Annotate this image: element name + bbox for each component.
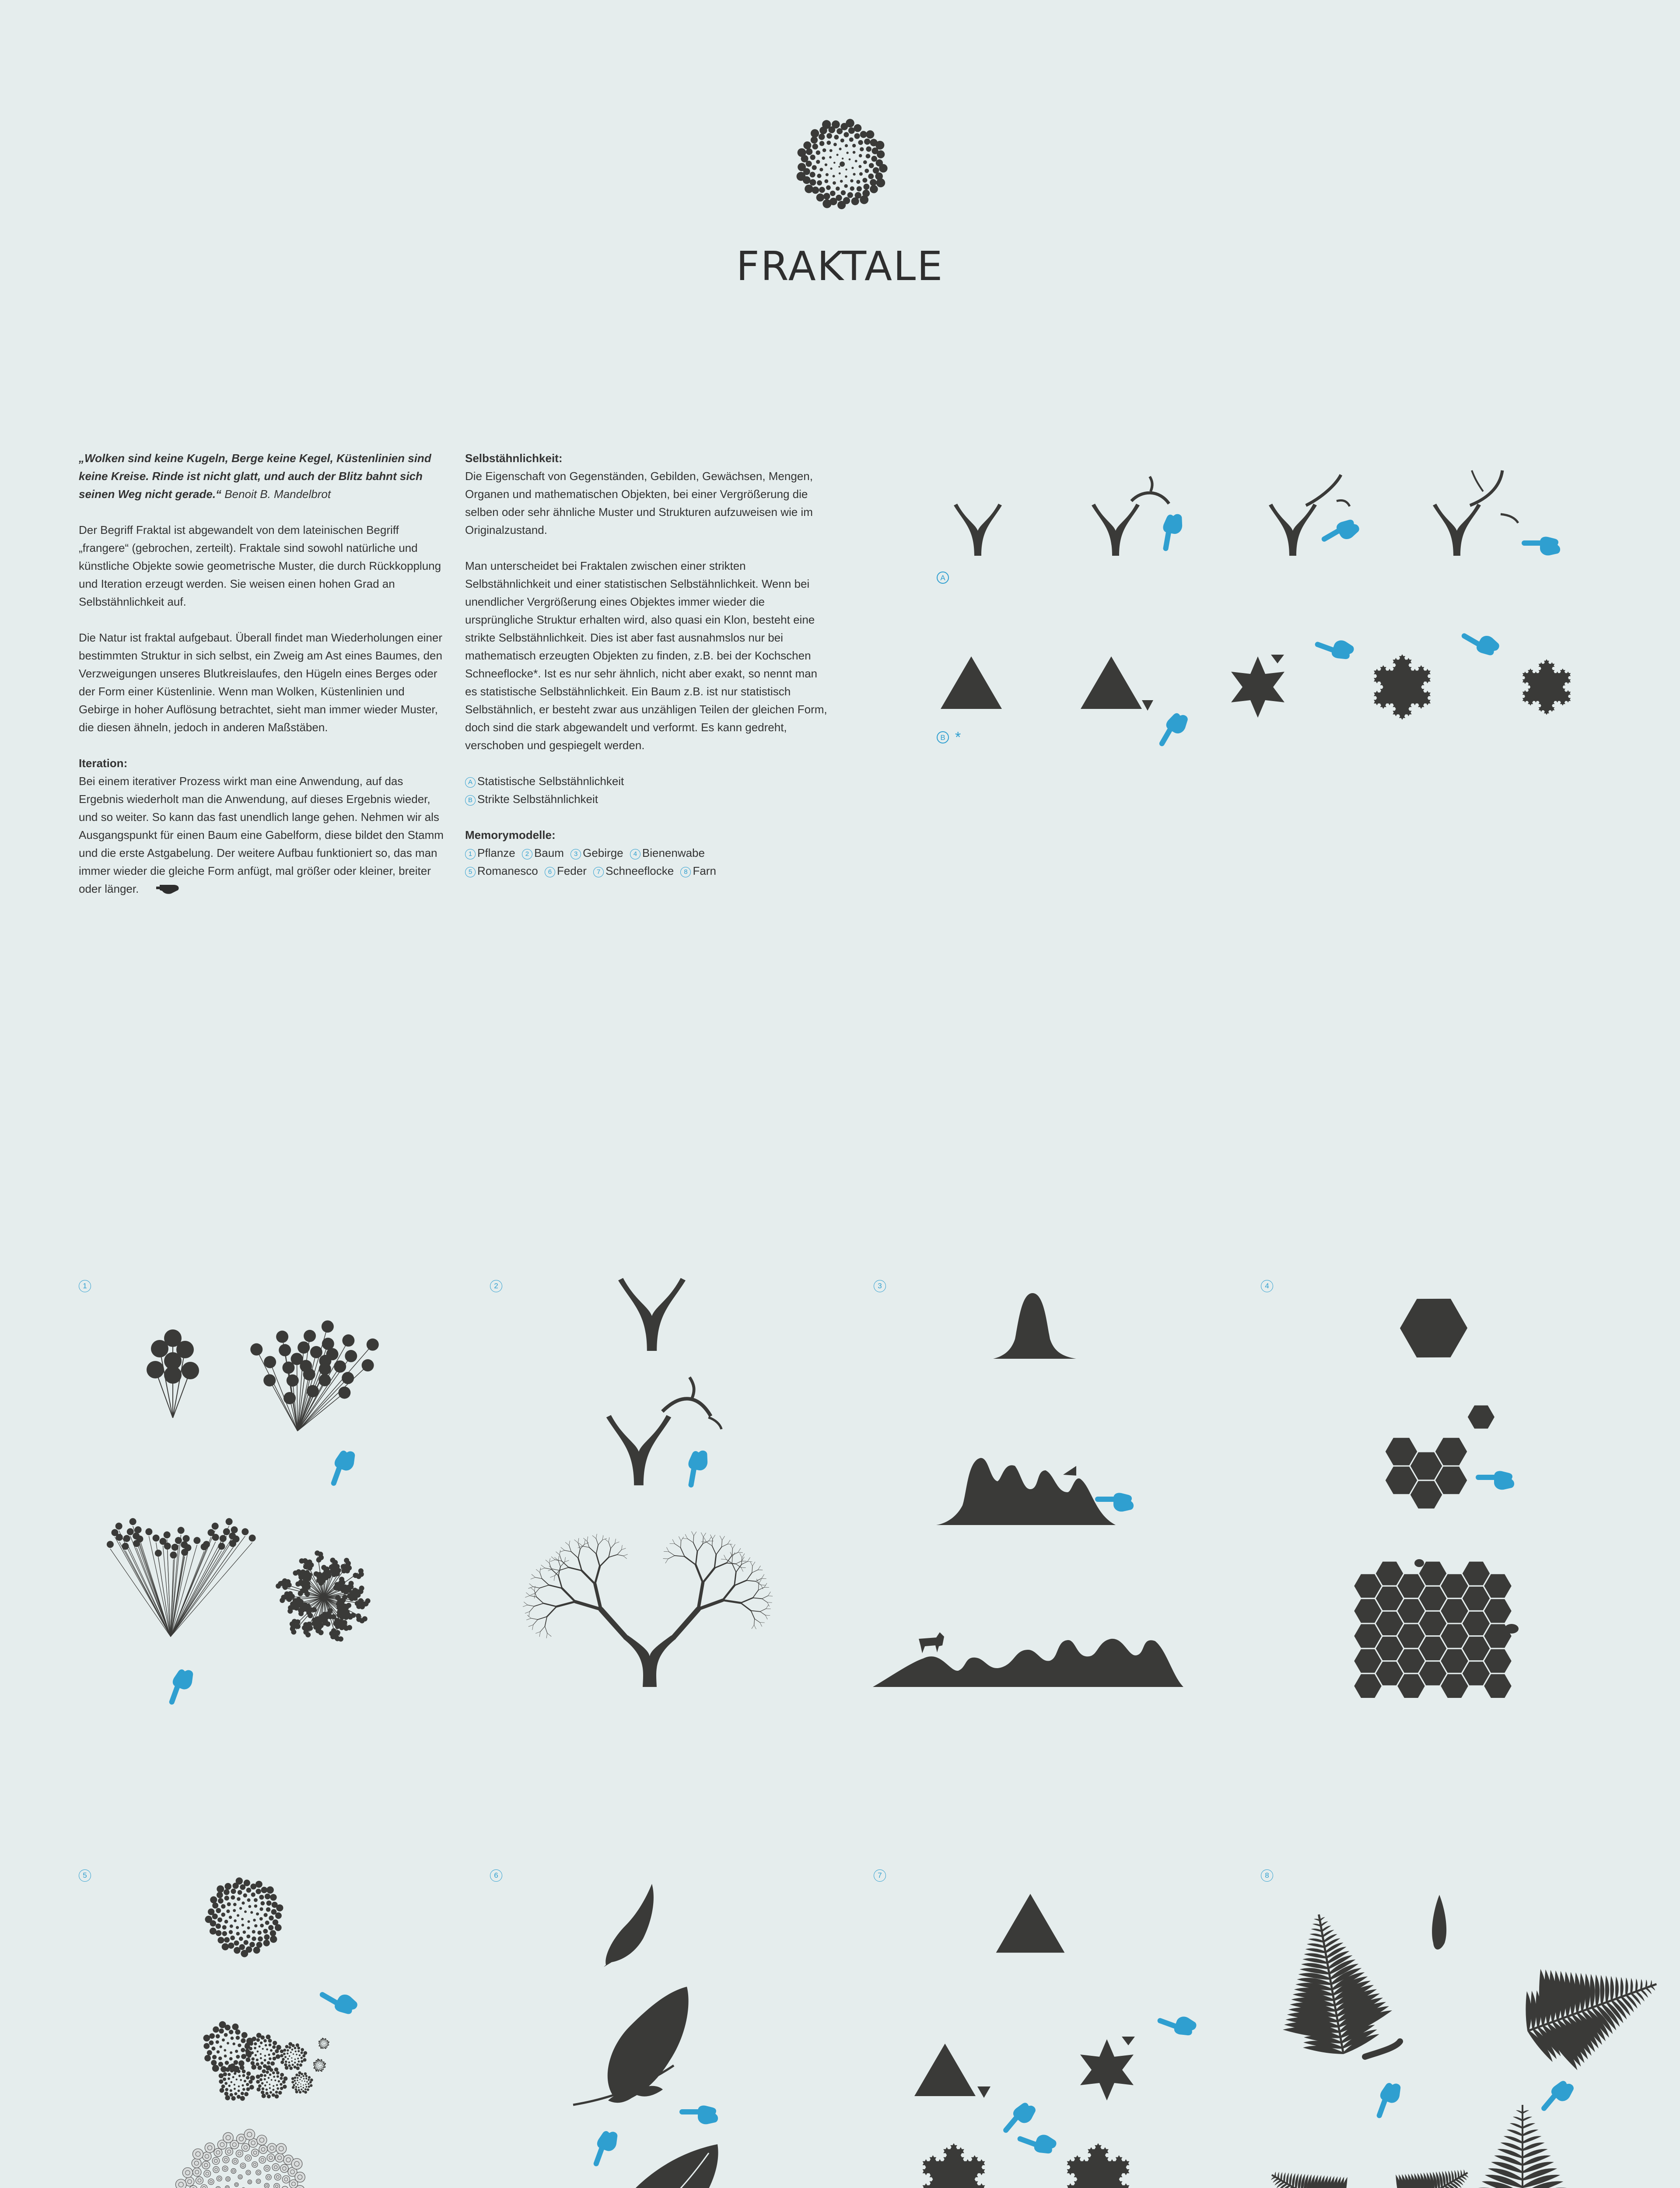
section-number-8: 8 <box>1261 1869 1273 1882</box>
hexagram-icon <box>1231 655 1284 718</box>
intro-paragraph-1: Der Begriff Fraktal ist abgewandelt von dem lateinischen Begriff „frangere“ (gebrochen, zerteilt). Fraktale sind sowohl natürliche und künstliche Objekte sowie geometrische Muster, die durch Rückkopplung und Iteration erzeugt werden. Sie weisen einen hohen Grad an Selbstähnlichkeit auf. <box>79 523 441 608</box>
pointing-hand-icon <box>1313 632 1355 663</box>
memory-model-schneeflocke <box>910 1882 1172 2188</box>
intro-paragraph-2: Die Natur ist fraktal aufgebaut. Überall findet man Wiederholungen einer bestimmten Struktur in sich selbst, ein Zweig am Ast eines Baumes, den Verzweigungen unseres Blutkreislaufes, den Hügeln eines Berges oder der Form einer Küstenlinie. Wenn man Wolken, Küstenlinien und Gebirge in hoher Auflösung betrachtet, sieht man immer wieder Muster, die diesen ähneln, jedoch in anderen Maßstäben. <box>79 631 443 734</box>
pointing-hand-icon <box>1476 1471 1514 1490</box>
koch-snowflake-icon <box>923 2143 985 2188</box>
self-similarity-paragraph-2: Man unterscheidet bei Fraktalen zwischen einer strikten Selbstähnlichkeit und einer statistischen Selbstähnlichkeit. Wenn bei unendlicher Vergrößerung eines Objektes immer wieder die ursprüngliche Struktur erhalten wird, also quasi ein Klon, besteht eine strikte Selbstähnlichkeit. Dies ist aber fast ausnahmslos nur bei mathematisch erzeugten Objekten zu finden, z.B. bei der Kochschen Schneeflocke*. Ist es nur sehr ähnlich, nicht aber exakt, so nennt man es statistische Selbstähnlichkeit. Ein Baum z.B. ist nur statistisch Selbstähnlich, er besteht zwar aus unzähligen Teilen der gleichen Form, doch sind die stark abgewandelt und verformt. Es kann gedreht, verschoben und gespiegelt werden. <box>465 559 827 752</box>
memory-model-bienenwabe <box>1348 1287 1592 1698</box>
koch-snowflake-icon <box>1067 2143 1130 2188</box>
memory-item: 5 Romanesco <box>465 864 538 877</box>
memory-model-pflanze <box>88 1308 429 1702</box>
pointing-hand-icon <box>1459 624 1502 659</box>
marker-b <box>937 732 948 743</box>
pointing-hand-icon <box>1095 1493 1134 1512</box>
pointing-hand-icon <box>1015 2126 1058 2157</box>
mountain-icon <box>936 1458 1116 1525</box>
quote-author: Benoit B. Mandelbrot <box>224 487 331 501</box>
memory-item: 8 Farn <box>680 864 716 877</box>
fork-branch-icon <box>618 1278 686 1351</box>
iteration-paragraph: Bei einem iterativer Prozess wirkt man eine Anwendung, auf das Ergebnis wiederholt man die Anwendung, auf dieses Ergebnis wieder, und so weiter. So kann das fast unendlich lange gehen. Nehmen wir als Ausgangspunkt für einen Baum eine Gabelform, diese bildet den Stamm und die erste Astgabelung. Der weitere Aufbau funktioniert so, das man immer wieder die gleiche Form anfügt, mal größer oder kleiner, breiter oder länger. <box>79 775 444 895</box>
section-number-2: 2 <box>490 1280 502 1292</box>
marker-a <box>937 572 948 583</box>
fork-branch-icon <box>1269 475 1350 556</box>
self-similarity-column <box>465 449 831 880</box>
memory-item: 1 Pflanze <box>465 846 515 859</box>
memory-item: 4 Bienenwabe <box>630 846 705 859</box>
bee-icon <box>1505 1624 1519 1634</box>
self-similarity-heading: Selbstähnlichkeit: <box>465 452 563 465</box>
fork-branch-icon <box>606 1377 721 1485</box>
memory-item: 3 Gebirge <box>570 846 623 859</box>
pointing-hand-icon <box>1372 2079 1403 2122</box>
hexagon-icon <box>1392 1284 1476 1372</box>
legend-item-b: B Strikte Selbstähnlichkeit <box>465 790 831 808</box>
diagram-strict-self-similarity <box>910 639 1592 753</box>
section-number-1: 1 <box>79 1280 91 1292</box>
flower-cluster-icon <box>276 1550 371 1641</box>
memory-model-farn <box>1286 1886 1601 2188</box>
self-similarity-paragraph-1: Die Eigenschaft von Gegenständen, Gebilden, Gewächsen, Mengen, Organen und mathematischen Objekten, bei einer Vergrößerung die selben oder sehr ähnliche Muster und Strukturen aufzuweisen wie im Originalzustand. <box>465 470 813 536</box>
pointing-hand-icon <box>327 1447 357 1490</box>
koch-snowflake-icon <box>1522 659 1571 715</box>
legend-item-a: A Statistische Selbstähnlichkeit <box>465 772 831 790</box>
pointing-hand-icon <box>1155 709 1190 752</box>
section-number-3: 3 <box>874 1280 886 1292</box>
section-number-6: 6 <box>490 1869 502 1882</box>
memory-list-row-1 <box>465 844 831 862</box>
iteration-text <box>79 772 445 898</box>
section-number-7: 7 <box>874 1869 886 1882</box>
romanesco-icon <box>205 1877 283 1957</box>
ibex-icon <box>919 1632 944 1653</box>
triangle-icon <box>1081 656 1153 711</box>
fork-branch-icon <box>1433 470 1518 556</box>
pointing-hand-icon <box>1159 512 1184 553</box>
triangle-icon <box>996 1894 1065 1953</box>
mountain-icon <box>993 1293 1076 1359</box>
pointing-hand-icon <box>155 882 182 895</box>
pointing-hand-icon <box>1522 537 1560 556</box>
pointing-hand-icon <box>1155 2008 1198 2039</box>
pointing-hand-icon <box>317 1983 360 2018</box>
section-number-4: 4 <box>1261 1280 1273 1292</box>
fork-branch-icon <box>1092 477 1169 556</box>
memory-item: 7 Schneeflocke <box>593 864 674 877</box>
memory-model-baum <box>538 1278 783 1698</box>
fork-branch-icon <box>954 504 1002 556</box>
svg-text:B: B <box>940 733 945 742</box>
flower-cluster-icon <box>250 1320 378 1431</box>
flower-cluster-icon <box>147 1329 199 1418</box>
feather-icon <box>608 1987 689 2100</box>
memory-model-romanesco <box>158 1869 385 2188</box>
page-title: FRAKTALE <box>736 243 944 290</box>
hexagram-icon <box>1080 2037 1135 2100</box>
memory-model-feder <box>564 1873 752 2188</box>
spiral-logo-icon <box>796 118 888 210</box>
fern-icon <box>1432 1895 1446 1950</box>
triangle-icon <box>941 656 1002 709</box>
tree-icon <box>523 1532 773 1687</box>
iteration-heading: Iteration: <box>79 757 128 770</box>
diagram-statistical-self-similarity <box>910 446 1592 591</box>
intro-column <box>79 449 445 898</box>
pointing-hand-icon <box>1537 2077 1576 2118</box>
pointing-hand-icon <box>999 2099 1038 2140</box>
mountain-icon <box>873 1639 1183 1687</box>
pointing-hand-icon <box>589 2128 620 2170</box>
pointing-hand-icon <box>684 1448 709 1490</box>
bee-icon <box>1414 1559 1424 1567</box>
flower-cluster-icon <box>107 1518 256 1637</box>
quote: „Wolken sind keine Kugeln, Berge keine Kegel, Küstenlinien sind keine Kreise. Rinde ist nicht glatt, und auch der Blitz bahnt sich seinen Weg nicht gerade.“ <box>79 452 431 501</box>
section-number-5: 5 <box>79 1869 91 1882</box>
triangle-icon <box>914 2044 990 2098</box>
romanesco-icon <box>203 2021 329 2101</box>
memory-item: 2 Baum <box>522 846 564 859</box>
pointing-hand-icon <box>679 2106 718 2125</box>
feather-icon <box>573 2144 718 2188</box>
memory-list-row-2 <box>465 862 831 880</box>
svg-text:A: A <box>940 574 945 582</box>
romanesco-icon <box>175 2129 310 2188</box>
asterisk-marker: * <box>955 729 961 746</box>
memory-item: 6 Feder <box>545 864 587 877</box>
memory-model-gebirge <box>871 1287 1190 1698</box>
memory-heading: Memorymodelle: <box>465 828 556 842</box>
feather-icon <box>604 1884 654 1967</box>
pointing-hand-icon <box>1319 515 1362 551</box>
pointing-hand-icon <box>165 1666 196 1708</box>
koch-snowflake-icon <box>1374 654 1431 720</box>
